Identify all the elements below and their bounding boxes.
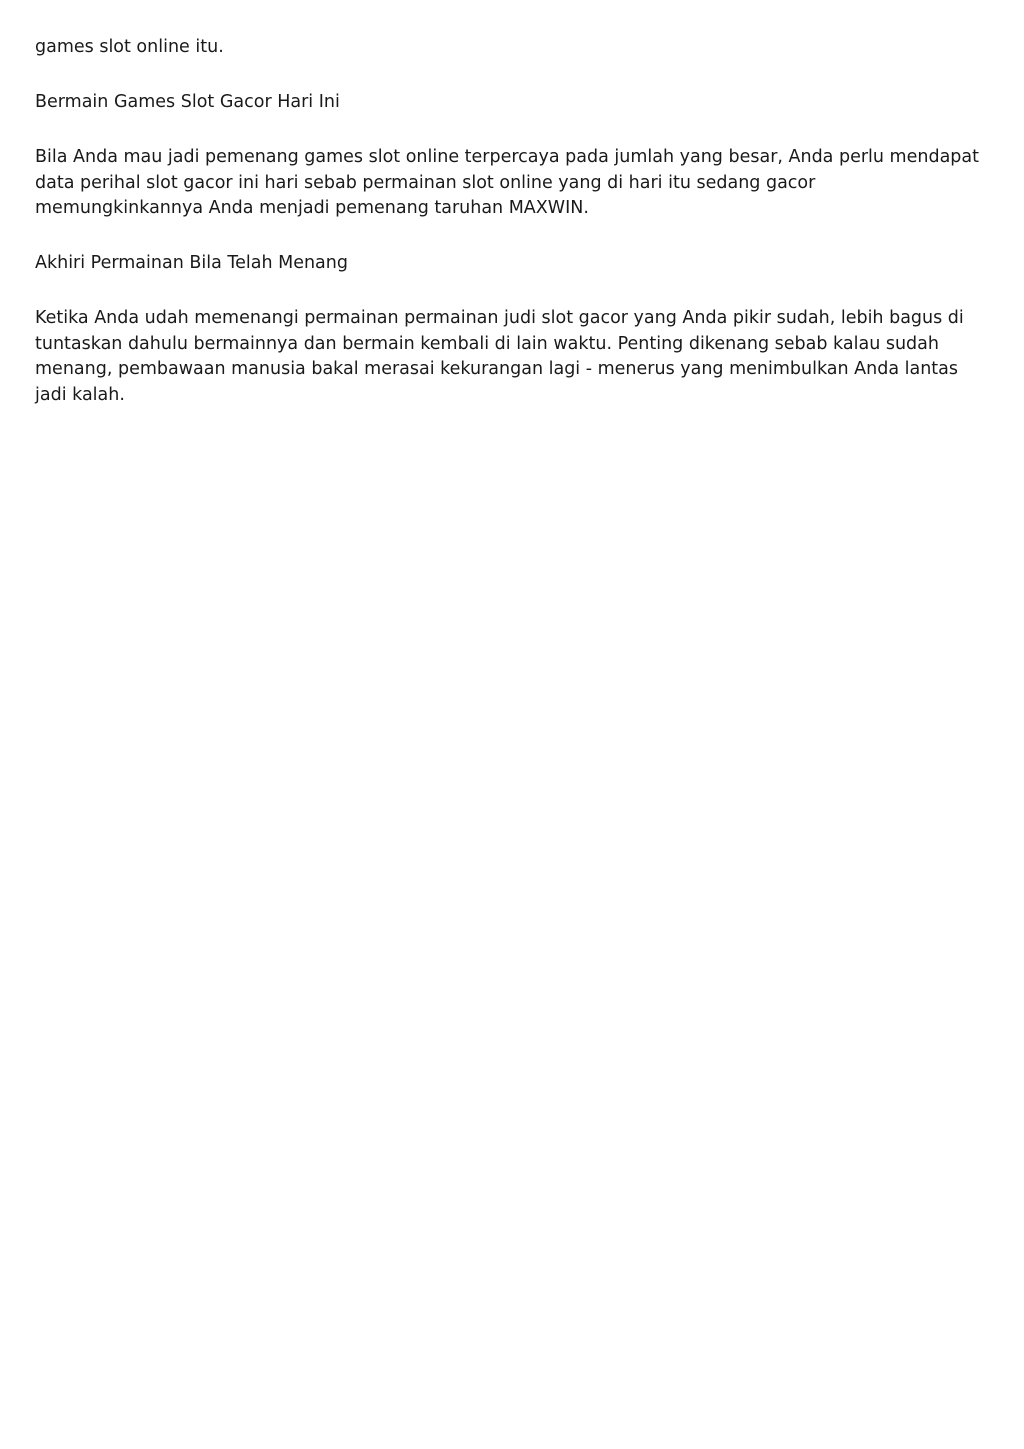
- paragraph-bermain: Bila Anda mau jadi pemenang games slot online terpercaya pada jumlah yang besar, Anda perlu mendapat data perihal slot gacor ini hari sebab permainan slot online yang di hari itu sedang gacor memungkinkannya Anda menjadi pemenang taruhan MAXWIN.: [35, 147, 979, 218]
- section-heading-akhiri: Akhiri Permainan Bila Telah Menang: [35, 253, 348, 273]
- section-heading-bermain: Bermain Games Slot Gacor Hari Ini: [35, 92, 340, 112]
- paragraph-akhiri: Ketika Anda udah memenangi permainan permainan judi slot gacor yang Anda pikir sudah, lebih bagus di tuntaskan dahulu bermainnya dan bermain kembali di lain waktu. Penting dikenang sebab kalau sudah menang, pembawaan manusia bakal merasai kekurangan lagi - menerus yang menimbulkan Anda lantas jadi kalah.: [35, 308, 964, 405]
- paragraph-continuation: games slot online itu.: [35, 37, 224, 57]
